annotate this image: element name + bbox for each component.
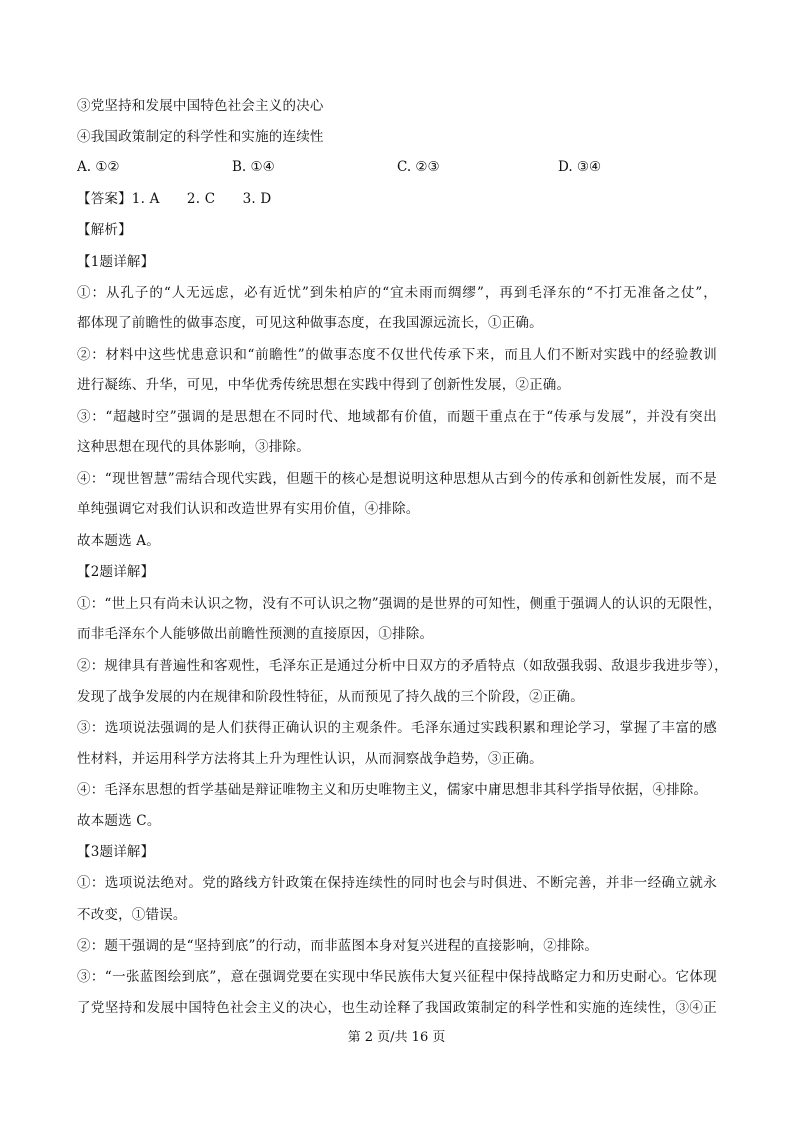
- q1-line: ④：“现世智慧”需结合现代实践，但题干的核心是想说明这种思想从古到今的传承和创新性发展，而不是: [77, 471, 717, 487]
- q2-heading: 【2题详解】: [77, 564, 155, 580]
- q1-line: 单纯强调它对我们认识和改造世界有实用价值，④排除。: [77, 501, 420, 517]
- q3-line: ③：“一张蓝图绘到底”，意在强调党要在实现中华民族伟大复兴征程中保持战略定力和历史耐心。它体现: [77, 969, 717, 985]
- q2-line: ②：规律具有普遍性和客观性，毛泽东正是通过分析中日双方的矛盾特点（如敌强我弱、敌退步我进步等），: [77, 658, 728, 674]
- q2-line: 性材料，并运用科学方法将其上升为理性认识，从而洞察战争趋势，③正确。: [77, 751, 543, 767]
- q1-heading: 【1题详解】: [77, 254, 155, 270]
- q3-line: ②：题干强调的是“坚持到底”的行动，而非蓝图本身对复兴进程的直接影响，②排除。: [77, 938, 599, 954]
- q3-line: 了党坚持和发展中国特色社会主义的决心，也生动诠释了我国政策制定的科学性和实施的连续性，③④正: [77, 1000, 717, 1016]
- answer-choices: [77, 159, 717, 177]
- q2-line: ①：“世上只有尚未认识之物，没有不可认识之物”强调的是世界的可知性，侧重于强调人的认识的无限性，: [77, 596, 722, 612]
- choice-b: B. ①④: [232, 159, 275, 175]
- q2-line: 而非毛泽东个人能够做出前瞻性预测的直接原因，①排除。: [77, 626, 434, 642]
- page-footer: 第 2 页/共 16 页: [347, 1030, 446, 1045]
- q3-heading: 【3题详解】: [77, 844, 155, 860]
- choice-d: D. ③④: [558, 159, 602, 175]
- q2-line: ③：选项说法强调的是人们获得正确认识的主观条件。毛泽东通过实践积累和理论学习，掌握了丰富的感: [77, 720, 717, 736]
- q2-conclusion: 故本题选 C。: [77, 813, 161, 829]
- q1-line: 这种思想在现代的具体影响，③排除。: [77, 439, 310, 455]
- q3-line: 不改变，①错误。: [77, 907, 187, 923]
- q1-conclusion: 故本题选 A。: [77, 533, 160, 549]
- q1-line: 进行凝练、升华，可见，中华优秀传统思想在实践中得到了创新性发展，②正确。: [77, 377, 571, 393]
- q1-line: ③：“超越时空”强调的是思想在不同时代、地域都有价值，而题干重点在于“传承与发展”，并没有突出: [77, 409, 717, 425]
- option-item-3: ③党坚持和发展中国特色社会主义的决心: [77, 98, 324, 114]
- option-item-4: ④我国政策制定的科学性和实施的连续性: [77, 129, 324, 145]
- q1-line: 都体现了前瞻性的做事态度，可见这种做事态度，在我国源远流长，①正确。: [77, 315, 543, 331]
- q3-line: ①：选项说法绝对。党的路线方针政策在保持连续性的同时也会与时俱进、不断完善，并非一经确立就永: [77, 875, 717, 891]
- answer-line: 【答案】1. A 2. C 3. D: [77, 191, 272, 207]
- choice-a: A. ①②: [77, 159, 120, 175]
- q2-line: ④：毛泽东思想的哲学基础是辩证唯物主义和历史唯物主义，儒家中庸思想非其科学指导依据，④排除。: [77, 782, 708, 798]
- q2-line: 发现了战争发展的内在规律和阶段性特征，从而预见了持久战的三个阶段，②正确。: [77, 689, 584, 705]
- choice-c: C. ②③: [397, 159, 440, 175]
- analysis-label: 【解析】: [77, 222, 132, 238]
- q1-line: ①：从孔子的“人无远虑，必有近忧”到朱柏庐的“宜未雨而绸缪”，再到毛泽东的“不打无准备之仗”，: [77, 285, 717, 301]
- q1-line: ②：材料中这些忧患意识和“前瞻性”的做事态度不仅世代传承下来，而且人们不断对实践中的经验教训: [77, 347, 717, 363]
